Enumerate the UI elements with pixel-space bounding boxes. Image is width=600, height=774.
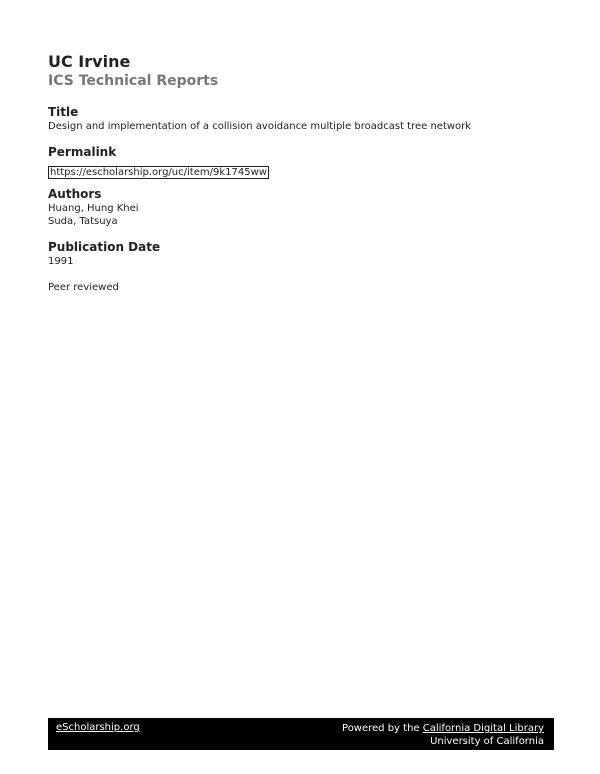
title-section: [48, 105, 471, 133]
review-status: Peer reviewed: [48, 282, 119, 293]
permalink-link[interactable]: https://escholarship.org/uc/item/9k1745ww: [50, 167, 267, 178]
publication-date-section: [48, 240, 160, 268]
permalink-section: [48, 145, 269, 179]
author-name: Huang, Hung Khei: [48, 203, 139, 214]
publication-date-label: Publication Date: [48, 240, 161, 254]
author-name: Suda, Tatsuya: [48, 216, 118, 227]
university-name: University of California: [430, 736, 544, 747]
authors-section: [48, 187, 139, 228]
series-name: ICS Technical Reports: [48, 73, 219, 89]
footer-bar: [48, 718, 554, 750]
permalink-label: Permalink: [48, 145, 117, 159]
footer-credits: [342, 722, 544, 748]
escholarship-link[interactable]: eScholarship.org: [56, 722, 140, 733]
authors-label: Authors: [48, 187, 102, 201]
powered-by-line: [342, 722, 544, 735]
publication-date-value: 1991: [48, 256, 74, 267]
title-value: Design and implementation of a collision avoidance multiple broadcast tree network: [48, 121, 472, 132]
title-label: Title: [48, 105, 79, 119]
powered-by-text: Powered by the: [342, 723, 423, 734]
cdl-link[interactable]: California Digital Library: [422, 723, 544, 734]
campus-name: UC Irvine: [48, 52, 131, 71]
